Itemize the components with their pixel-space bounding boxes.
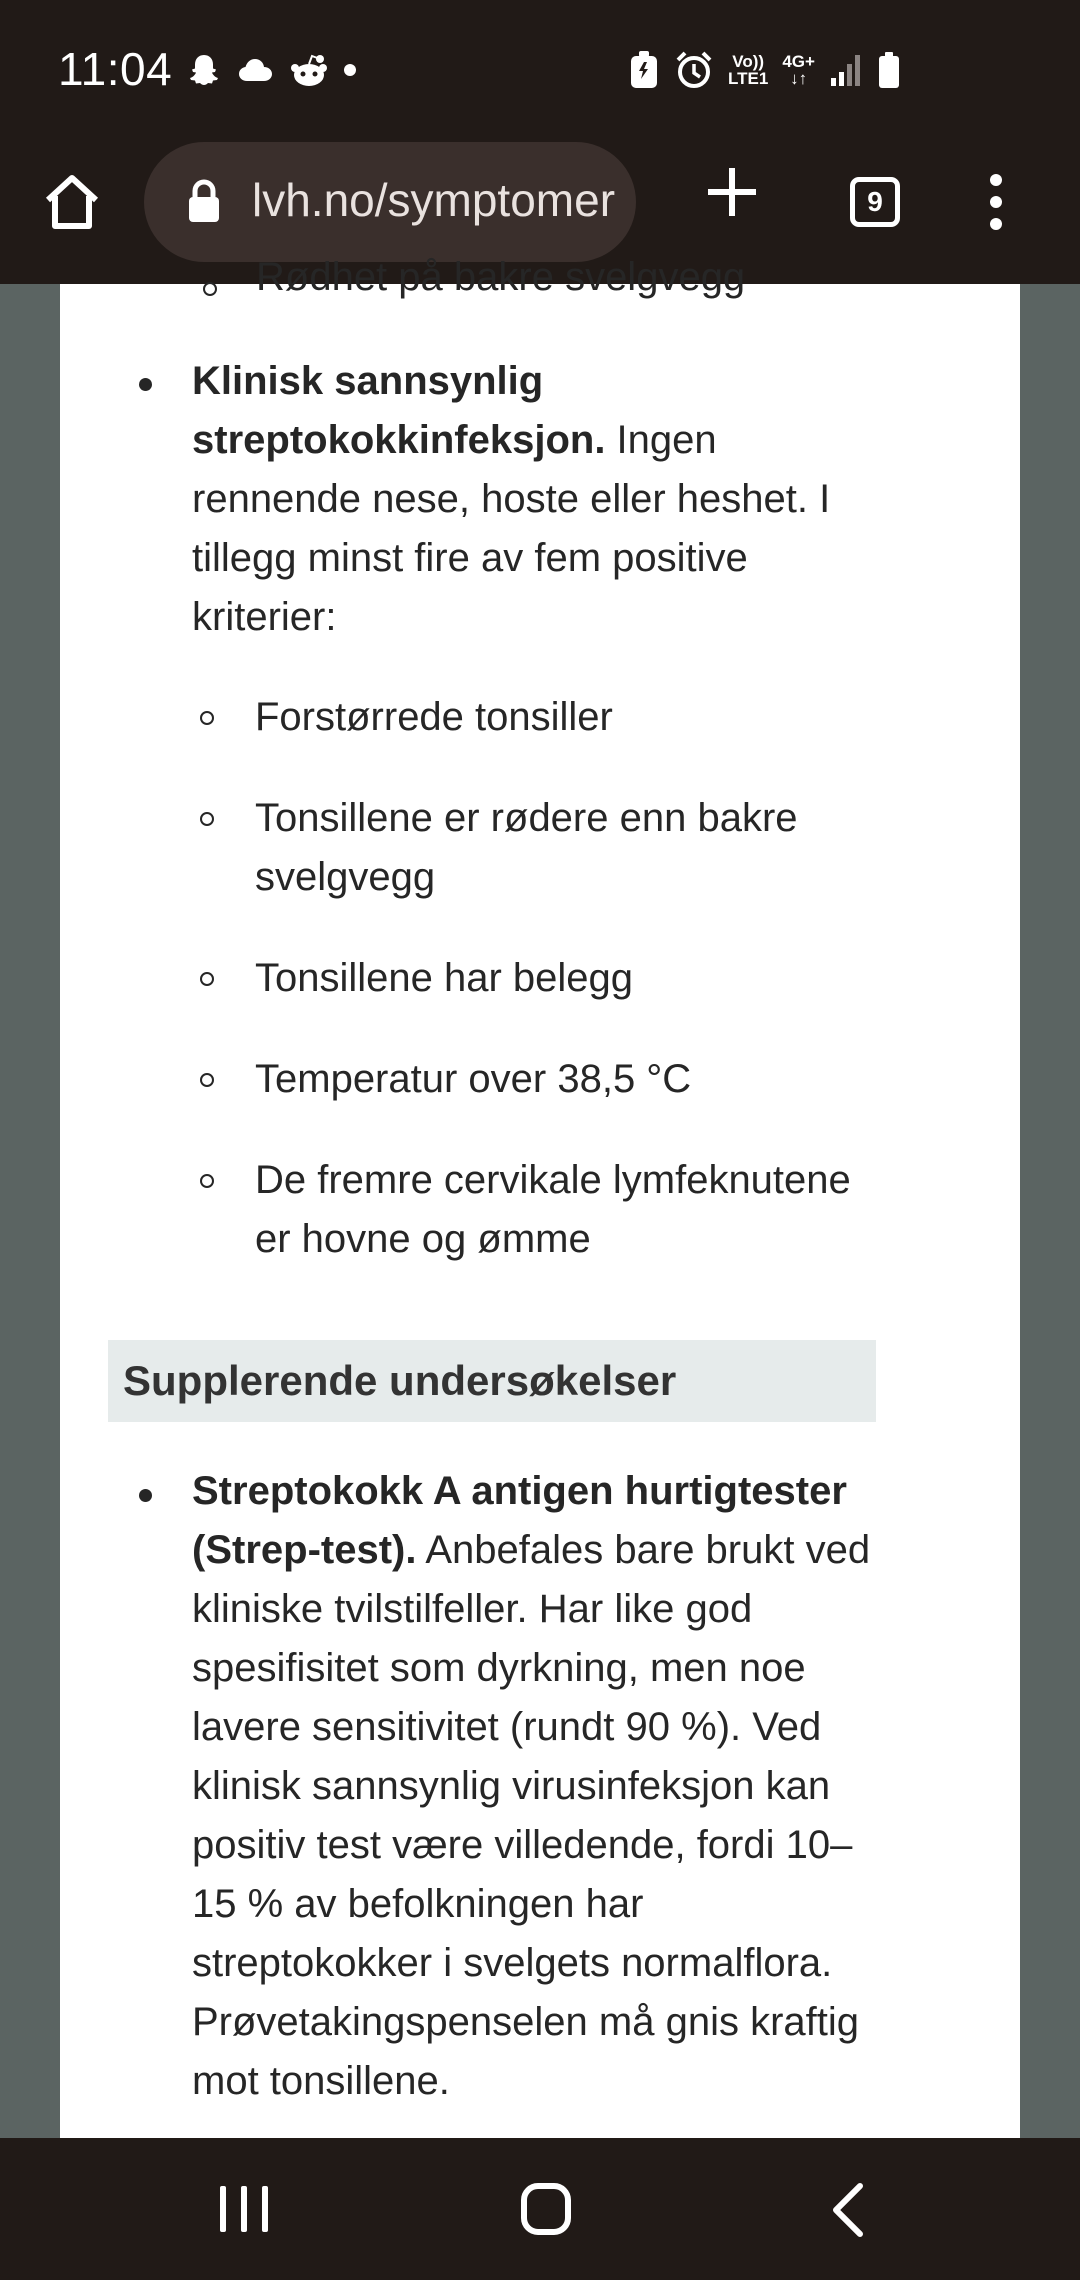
cloud-icon: [237, 55, 275, 85]
criterion-item: Forstørrede tonsiller: [255, 695, 613, 739]
clinical-item-title: Klinisk sannsynlig streptokokkinfeksjon.: [192, 359, 606, 462]
status-bar: [0, 0, 1080, 142]
plus-icon[interactable]: [704, 164, 760, 220]
reddit-icon: [289, 51, 329, 89]
list-bullet: [200, 1073, 214, 1087]
url-text[interactable]: lvh.no/symptomer: [252, 174, 616, 226]
4g-icon: [782, 53, 815, 87]
strep-item-title: Streptokokk A antigen hurtigtester (Strep-test).: [192, 1469, 847, 1572]
tab-count: 9: [867, 186, 883, 217]
alarm-icon: [674, 50, 714, 90]
notification-icons: [185, 50, 357, 90]
home-nav-icon[interactable]: [520, 2182, 572, 2236]
section-heading: Supplerende undersøkelser: [108, 1340, 876, 1422]
volte-icon: [728, 53, 768, 87]
lock-icon: [186, 178, 222, 224]
recents-icon[interactable]: [218, 2184, 270, 2234]
criterion-item: De fremre cervikale lymfeknutene er hovne og ømme: [255, 1158, 851, 1261]
overflow-menu-icon[interactable]: [978, 172, 1014, 232]
system-icons: [628, 48, 901, 92]
criterion-item: Tonsillene er rødere enn bakre svelgvegg: [255, 796, 798, 899]
criterion-item-cutoff: Rødhet på bakre svelgvegg: [256, 255, 746, 299]
snapchat-icon: [185, 51, 223, 89]
network-label: 4G+: [782, 52, 815, 71]
criterion-item: Temperatur over 38,5 °C: [255, 1057, 692, 1101]
dot-icon: [343, 63, 357, 77]
home-icon[interactable]: [40, 170, 104, 234]
list-bullet: [139, 378, 152, 391]
list-bullet: [139, 1489, 152, 1502]
list-bullet: [200, 972, 214, 986]
page-content: [60, 255, 1020, 2138]
signal-icon: [829, 52, 863, 88]
list-bullet: [200, 812, 214, 826]
list-bullet: [203, 282, 217, 296]
navigation-bar: [0, 2138, 1080, 2280]
back-icon[interactable]: [830, 2182, 866, 2238]
lte-label: LTE1: [728, 69, 769, 88]
criterion-item: Tonsillene har belegg: [255, 956, 634, 1000]
list-item-strep-test: [192, 1462, 894, 2111]
clinical-item-text: Ingen rennende nese, hoste eller heshet. I tillegg minst fire av fem positive kriterier:: [192, 418, 831, 639]
list-item-clinical: [192, 352, 892, 647]
status-time: 11:04: [58, 43, 173, 95]
strep-item-text: Anbefales bare brukt ved kliniske tvilstilfeller. Har like god spesifisitet som dyrkning, men noe lavere sensitivitet (rundt 90 %). Ved klinisk sannsynlig virusinfeksjon kan positiv test være villedende, fordi 10–15 % av befolkningen har streptokokker i svelgets normalflora. Prøvetakingspenselen må gnis kraftig mot tonsillene.: [192, 1528, 871, 2103]
data-arrows: ↓↑: [790, 69, 808, 88]
list-bullet: [200, 711, 214, 725]
volte-label: Vo)): [732, 52, 765, 71]
battery-icon: [877, 50, 901, 90]
tab-switcher-icon[interactable]: [850, 177, 900, 227]
battery-saver-icon: [628, 50, 660, 90]
url-bar[interactable]: [144, 142, 636, 262]
list-bullet: [200, 1174, 214, 1188]
